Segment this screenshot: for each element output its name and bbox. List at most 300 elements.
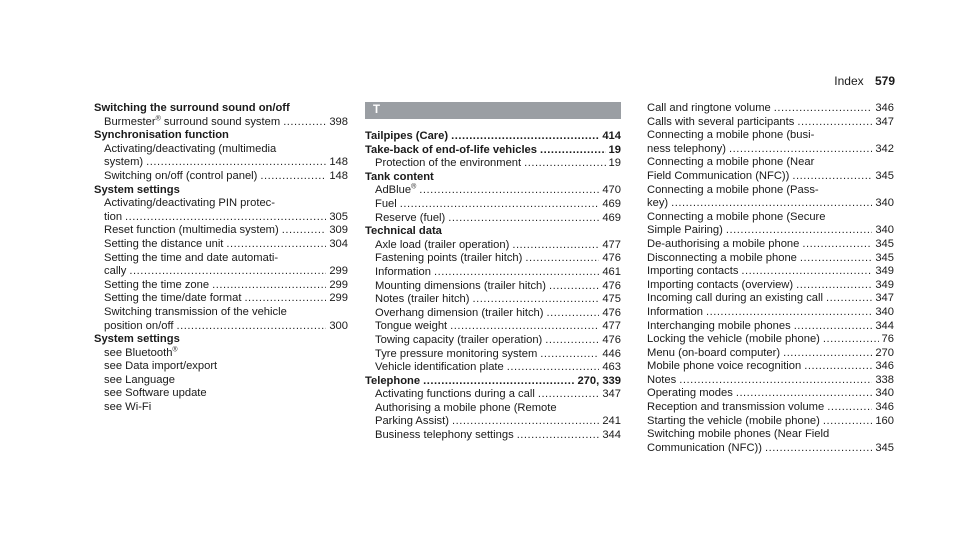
entry-text [365,144,537,158]
entry-text [104,224,279,238]
dot-leader [525,252,599,266]
entry-line [94,333,348,347]
entry-term: tion [104,210,123,223]
index-subentry [365,198,621,212]
page-reference[interactable]: 349 [875,265,894,278]
entry-text [647,224,723,238]
entry-text [647,238,799,252]
entry-line [647,265,894,279]
entry-term: Connecting a mobile phone (Near [647,156,815,169]
entry-term: Starting the vehicle (mobile phone) [647,414,820,427]
section-letter-bar: T [365,102,621,119]
entry-term: Vehicle identification plate [375,361,504,374]
entry-text [375,307,544,321]
entry-line [94,102,348,116]
entry-term: AdBlue [375,184,412,197]
entry-line [104,224,348,238]
index-subentry [94,116,348,130]
index-subentry [94,360,348,374]
entry-line [647,374,894,388]
entry-term: Activating functions during a call [375,388,535,401]
entry-line [647,238,894,252]
entry-text [375,266,431,280]
page-reference[interactable]: 476 [602,306,621,319]
entry-term: Axle load (trailer operation) [375,238,510,251]
page-reference[interactable]: 345 [875,169,894,182]
entry-term: System settings [94,333,180,346]
page-reference[interactable]: 340 [875,197,894,210]
entry-line [104,320,348,334]
entry-term: Tailpipes (Care) [365,130,449,142]
entry-text [104,401,151,413]
page-reference[interactable]: 340 [875,305,894,318]
index-subentry [365,293,621,307]
entry-line [647,143,894,157]
entry-term: Switching the surround sound on/off [94,102,290,114]
entry-text [375,361,504,375]
entry-line [104,116,348,130]
index-subentry [637,320,894,334]
entry-line [375,157,621,171]
entry-term: Connecting a mobile phone (Pass- [647,183,819,196]
registered-mark: ® [411,183,417,191]
entry-text [647,347,780,361]
entry-term: Technical data [365,225,442,238]
entry-text [104,197,275,209]
entry-line [647,387,894,401]
entry-line [647,197,894,211]
index-subentry [365,212,621,226]
entry-term: see Wi-Fi [104,401,152,414]
entry-text [647,129,814,141]
entry-term: see Language [104,373,175,386]
entry-line [104,156,348,170]
entry-text [647,320,791,334]
page-reference[interactable]: 469 [602,197,621,210]
entry-term: Tyre pressure monitoring system [375,347,538,360]
page-reference[interactable]: 340 [875,387,894,400]
page-reference[interactable]: 477 [602,238,621,251]
dot-leader [540,144,606,158]
entry-text [104,306,287,318]
index-subentry [94,347,348,361]
entry-text [365,130,448,144]
page-reference[interactable]: 345 [875,251,894,264]
index-subentry [365,361,621,375]
page-reference[interactable]: 76 [881,333,894,346]
entry-term: Setting the time and date automati- [104,251,279,264]
dot-leader [741,265,872,279]
entry-text [104,252,278,264]
index-subentry [365,280,621,294]
dot-leader [452,415,599,429]
index-subentry [94,401,348,415]
entry-text [104,170,257,184]
page-reference[interactable]: 469 [602,211,621,224]
entry-text [104,387,207,399]
entry-text [647,360,801,374]
entry-text [365,375,420,389]
index-subentry [365,334,621,348]
dot-leader [540,348,599,362]
entry-line [375,415,621,429]
index-subentry [365,157,621,171]
dot-leader [517,429,600,443]
entry-text [375,239,509,253]
entry-term: Disconnecting a mobile phone [647,251,797,264]
entry-text [375,293,470,307]
entry-term: Fuel [375,197,397,210]
entry-term: Parking Assist) [375,415,449,428]
entry-text [647,102,771,116]
entry-line [104,197,348,211]
entry-line [104,279,348,293]
entry-text [647,143,726,157]
page-reference[interactable]: 340 [875,224,894,237]
entry-term: cally [104,265,127,278]
page-reference[interactable]: 270, 339 [577,374,621,387]
dot-leader [450,320,599,334]
entry-line [647,428,894,442]
entry-text [104,156,143,170]
dot-leader [765,442,872,456]
entry-text [647,184,819,196]
entry-term: Fastening points (trailer hitch) [375,252,523,265]
entry-line [647,333,894,347]
index-subentry [637,347,894,361]
index-subentry [94,238,348,252]
page-reference[interactable]: 160 [875,414,894,427]
entry-text [647,279,793,293]
page-reference[interactable]: 414 [602,130,621,142]
index-subentry [365,402,621,429]
entry-term: Menu (on-board computer) [647,346,781,359]
page-reference[interactable]: 345 [875,237,894,250]
entry-term: Notes [647,373,677,386]
entry-line [647,211,894,225]
page-reference[interactable]: 299 [329,278,348,291]
page-reference[interactable]: 461 [602,265,621,278]
page-reference[interactable]: 398 [329,115,348,128]
page-reference[interactable]: 346 [875,360,894,373]
entry-text [375,252,522,266]
entry-text [647,197,668,211]
index-subentry [94,279,348,293]
entry-text [94,129,229,141]
entry-term: see Data import/export [104,360,218,373]
dot-leader [176,320,326,334]
page-reference[interactable]: 346 [875,102,894,114]
index-subentry [637,415,894,429]
dot-leader [797,116,872,130]
dot-leader [826,292,872,306]
index-entry [94,333,348,347]
index-entry [365,144,621,158]
entry-term: Operating modes [647,387,733,400]
entry-text [375,184,416,198]
entry-term: Tongue weight [375,320,448,333]
dot-leader [400,198,600,212]
index-subentry [365,429,621,443]
entry-line [375,266,621,280]
page-reference[interactable]: 476 [602,333,621,346]
page-reference[interactable]: 346 [875,401,894,414]
entry-line [647,156,894,170]
entry-text [104,265,126,279]
entry-text [647,170,789,184]
entry-text [375,429,514,443]
entry-text [104,360,217,372]
dot-leader [802,238,872,252]
page-reference[interactable]: 463 [602,361,621,374]
entry-line [365,130,621,144]
index-subentry [637,401,894,415]
dot-leader [796,279,872,293]
index-subentry [637,292,894,306]
entry-term: De-authorising a mobile phone [647,237,800,250]
entry-text [647,306,703,320]
index-subentry [637,360,894,374]
entry-term: Synchronisation function [94,129,229,142]
entry-text [104,143,276,155]
entry-line [375,402,621,416]
entry-term: Calls with several participants [647,115,795,128]
entry-text [104,211,122,225]
entry-line [375,198,621,212]
entry-line [647,292,894,306]
entry-text [365,171,434,183]
index-subentry [94,197,348,224]
entry-text [375,388,535,402]
entry-line [375,252,621,266]
index-subentry [94,143,348,170]
index-entry [365,171,621,185]
entry-line [375,348,621,362]
index-subentry [637,306,894,320]
index-column-1 [94,102,348,415]
entry-text [375,157,521,171]
dot-leader [823,415,872,429]
entry-line [104,170,348,184]
entry-term: Switching transmission of the vehicle [104,305,287,318]
entry-term: Activating/deactivating PIN protec- [104,197,276,210]
entry-text [647,116,794,130]
page-reference[interactable]: 300 [329,319,348,332]
index-subentry [637,156,894,183]
page-reference[interactable]: 309 [329,224,348,237]
entry-line [104,265,348,279]
entry-text [94,184,180,196]
index-column-3 [637,102,894,455]
index-entry [365,130,621,144]
entry-term: position on/off [104,319,174,332]
dot-leader [473,293,600,307]
entry-text [647,415,820,429]
entry-line [647,116,894,130]
index-column-2 [365,102,621,443]
entry-term: Mounting dimensions (trailer hitch) [375,279,546,292]
entry-term: Information [375,265,431,278]
page-reference[interactable]: 347 [875,292,894,305]
index-entry [94,129,348,143]
entry-line [375,361,621,375]
index-subentry [365,184,621,198]
entry-term: Importing contacts (overview) [647,278,794,291]
entry-line [375,307,621,321]
index-entry [365,225,621,239]
entry-line [647,306,894,320]
entry-line [375,293,621,307]
entry-term: Overhang dimension (trailer hitch) [375,306,544,319]
entry-line [647,401,894,415]
dot-leader [524,157,605,171]
dot-leader [736,387,873,401]
entry-text [94,102,290,114]
entry-line [94,184,348,198]
page-reference[interactable]: 241 [602,415,621,428]
entry-term: Communication (NFC)) [647,441,762,454]
page-reference[interactable]: 476 [602,252,621,265]
entry-line [365,225,621,239]
index-subentry [365,348,621,362]
entry-term: Interchanging mobile phones [647,319,791,332]
dot-leader [800,252,872,266]
index-label: Index [834,74,864,88]
dot-leader [212,279,326,293]
dot-leader [827,401,872,415]
page-reference[interactable]: 342 [875,142,894,155]
dot-leader [129,265,326,279]
dot-leader [545,334,599,348]
page-reference[interactable]: 304 [329,237,348,250]
entry-line [104,401,348,415]
page-header [834,74,895,88]
entry-text [647,252,797,266]
page-reference[interactable]: 19 [608,157,621,170]
dot-leader [146,156,326,170]
entry-term: Setting the time/date format [104,292,242,305]
index-subentry [94,252,348,279]
entry-text [104,292,241,306]
page-reference[interactable]: 344 [875,319,894,332]
entry-line [647,320,894,334]
index-subentry [94,292,348,306]
entry-text [104,374,175,386]
entry-term: Setting the distance unit [104,237,224,250]
dot-leader [774,102,873,116]
entry-term: Field Communication (NFC)) [647,169,790,182]
entry-term: Authorising a mobile phone (Remote [375,401,557,414]
page-reference[interactable]: 299 [329,292,348,305]
entry-text [647,333,820,347]
page-reference[interactable]: 477 [602,320,621,333]
entry-term: see Software update [104,387,207,400]
entry-line [104,238,348,252]
index-entry [94,102,348,116]
entry-term: Incoming call during an existing call [647,292,823,305]
dot-leader [679,374,872,388]
entry-text [647,401,824,415]
entry-line [365,144,621,158]
dot-leader [419,184,599,198]
page-reference[interactable]: 475 [602,293,621,306]
entry-line [104,252,348,266]
page-reference[interactable]: 476 [602,279,621,292]
page-reference[interactable]: 470 [602,184,621,197]
entry-term: Importing contacts [647,265,739,278]
dot-leader [448,212,599,226]
page-reference[interactable]: 305 [329,210,348,223]
entry-line [104,387,348,401]
entry-text [375,280,546,294]
index-subentry [637,238,894,252]
page-reference[interactable]: 148 [329,169,348,182]
entry-term: Business telephony settings [375,429,514,442]
entry-line [647,224,894,238]
page-reference[interactable]: 345 [875,441,894,454]
entry-text [647,387,733,401]
entry-text [375,415,449,429]
page-reference[interactable]: 347 [875,115,894,128]
entry-line [375,429,621,443]
entry-line [365,375,621,389]
entry-term: Mobile phone voice recognition [647,360,802,373]
page-reference[interactable]: 148 [329,156,348,169]
index-subentry [637,184,894,211]
index-subentry [365,266,621,280]
dot-leader [783,347,872,361]
index-subentry [637,279,894,293]
page-reference[interactable]: 344 [602,429,621,442]
entry-term: Switching on/off (control panel) [104,169,258,182]
page-number: 579 [874,74,895,88]
registered-mark: ® [172,345,178,353]
entry-line [104,347,348,361]
dot-leader [507,361,600,375]
index-subentry [365,239,621,253]
index-subentry [365,388,621,402]
entry-line [375,184,621,198]
entry-text [104,238,223,252]
page-reference[interactable]: 338 [875,373,894,386]
entry-text [647,442,762,456]
entry-line [94,129,348,143]
entry-line [104,143,348,157]
entry-line [104,306,348,320]
entry-term: Reserve (fuel) [375,211,446,224]
index-subentry [637,129,894,156]
entry-term: see Bluetooth [104,346,173,359]
index-subentry [94,374,348,388]
entry-term: system) [104,156,144,169]
page-reference[interactable]: 446 [602,347,621,360]
page-reference[interactable]: 347 [602,388,621,401]
page-reference[interactable]: 270 [875,346,894,359]
entry-line [647,360,894,374]
entry-text [375,334,542,348]
page-reference[interactable]: 349 [875,278,894,291]
entry-line [375,388,621,402]
entry-text [647,292,823,306]
page-reference[interactable]: 299 [329,265,348,278]
entry-term: Protection of the environment [375,157,522,170]
entry-text [375,320,447,334]
page-reference[interactable]: 19 [608,143,621,156]
entry-term: Notes (trailer hitch) [375,293,470,306]
index-subentry [637,211,894,238]
dot-leader [434,266,599,280]
entry-line [104,211,348,225]
